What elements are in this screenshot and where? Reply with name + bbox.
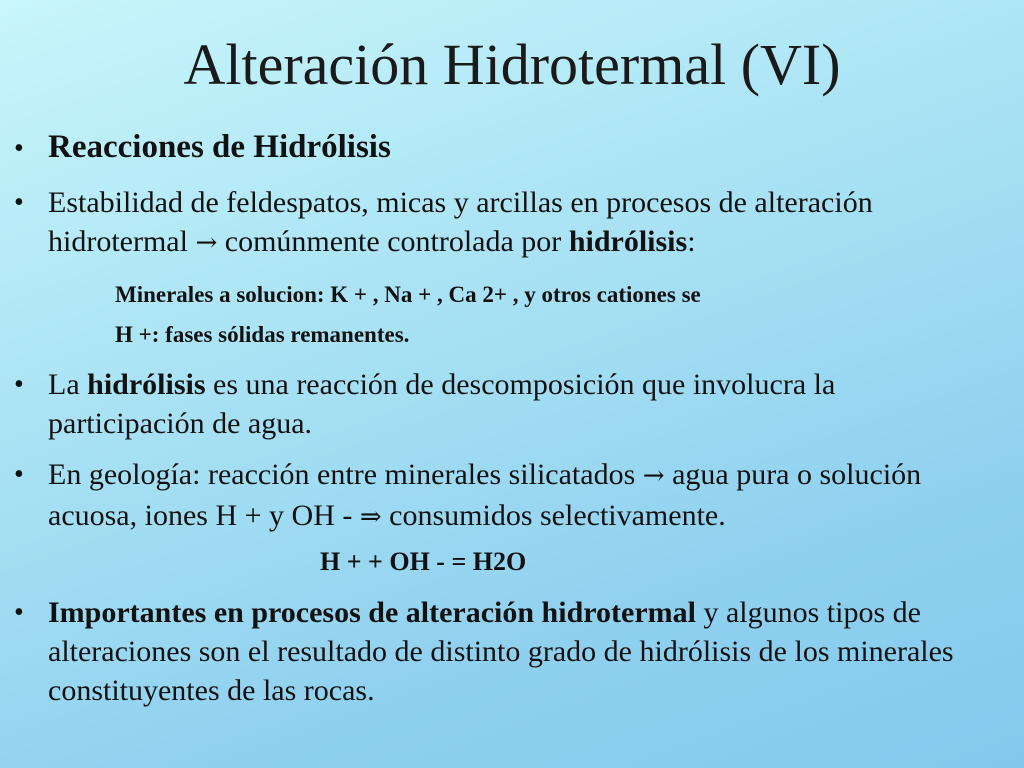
implies-icon: ⇒ bbox=[359, 502, 382, 532]
indent-line-minerales: Minerales a solucion: K + , Na + , Ca 2+ , y otros cationes se bbox=[115, 282, 701, 307]
paragraph-text: : bbox=[687, 225, 696, 258]
bullet-marker: • bbox=[14, 133, 24, 164]
bullet-marker: • bbox=[14, 187, 24, 218]
paragraph-text: Estabilidad de feldespatos, micas y arcillas en procesos de alteración hidrotermal bbox=[48, 186, 873, 258]
paragraph-text: comúnmente controlada por bbox=[217, 225, 569, 258]
bold-term: Importantes en procesos de alteración hidrotermal bbox=[48, 596, 696, 629]
paragraph-text: En geología: reacción entre minerales silicatados bbox=[48, 458, 643, 491]
paragraph-text: consumidos selectivamente. bbox=[381, 499, 726, 532]
bold-term: hidrólisis bbox=[87, 368, 206, 401]
paragraph-text: es una reacción de descomposición que involucra la participación de agua. bbox=[48, 368, 836, 440]
paragraph-text: agua pura o solución acuosa, iones H + y OH - bbox=[48, 458, 922, 532]
paragraph-geologia bbox=[48, 455, 998, 537]
paragraph-text: y algunos tipos de alteraciones son el resultado de distinto grado de hidrólisis de los minerales constituyentes de las rocas. bbox=[48, 596, 954, 707]
paragraph-importantes bbox=[48, 593, 998, 710]
bold-term: hidrólisis bbox=[568, 225, 688, 258]
equation: H + + OH - = H2O bbox=[320, 547, 527, 576]
slide-title: Alteración Hidrotermal (VI) bbox=[183, 32, 841, 97]
arrow-icon: → bbox=[642, 461, 665, 491]
paragraph-text: La bbox=[48, 368, 88, 401]
bullet-marker: • bbox=[14, 369, 24, 400]
indent-line-fases: H +: fases sólidas remanentes. bbox=[115, 322, 410, 347]
arrow-icon: → bbox=[195, 228, 218, 258]
paragraph-hidrolisis bbox=[48, 365, 998, 443]
heading-hidrolisis: Reacciones de Hidrólisis bbox=[48, 129, 391, 165]
bullet-marker: • bbox=[14, 459, 24, 490]
bullet-marker: • bbox=[14, 597, 24, 628]
paragraph-estabilidad bbox=[48, 183, 998, 263]
